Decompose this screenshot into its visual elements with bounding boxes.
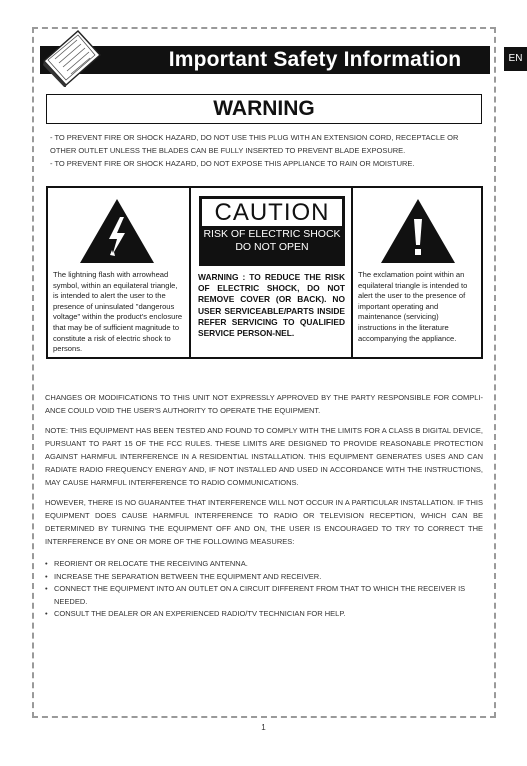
caution-banner <box>199 196 345 266</box>
exclamation-cell <box>353 188 481 357</box>
caution-cell <box>191 188 353 357</box>
caution-subtitle-line: DO NOT OPEN <box>235 241 309 253</box>
list-item-text: CONSULT THE DEALER OR AN EXPERIENCED RADIO/TV TECHNICIAN FOR HELP. <box>54 609 346 619</box>
caution-table <box>46 186 483 359</box>
warning-line: - TO PREVENT FIRE OR SHOCK HAZARD, DO NOT EXPOSE THIS APPLIANCE TO RAIN OR MOISTURE. <box>50 159 415 168</box>
measures-list <box>45 558 483 621</box>
page-title: Important Safety Information <box>168 48 462 71</box>
bullet-mark: • <box>45 609 48 619</box>
list-item <box>45 571 483 584</box>
list-item <box>45 608 483 621</box>
list-item <box>45 583 483 608</box>
warning-lines <box>50 131 482 170</box>
bullet-mark: • <box>45 571 48 581</box>
exclamation-warning-icon <box>379 197 457 265</box>
caution-warning-text: WARNING : TO REDUCE THE RISK OF ELECTRIC SHOCK, DO NOT REMOVE COVER (OR BACK). NO USER SERVICEABLE/PARTS INSIDE REFER SERVICING TO QUALIFIED SERVICE PERSON-NEL. <box>198 272 345 339</box>
caution-subtitle-line: RISK OF ELECTRIC SHOCK <box>203 228 341 240</box>
bullet-mark: • <box>45 584 48 594</box>
manual-book-icon <box>38 27 104 87</box>
warning-heading-box <box>46 94 482 124</box>
list-item-text: INCREASE THE SEPARATION BETWEEN THE EQUIPMENT AND RECEIVER. <box>54 571 322 581</box>
paragraph-interference: HOWEVER, THERE IS NO GUARANTEE THAT INTERFERENCE WILL NOT OCCUR IN A PARTICULAR INSTALLATION. IF THIS EQUIPMENT DOES CAUSE HARMFUL INTERFERENCE TO RADIO OR TELEVISION RECEPTION, WHICH CAN BE DETERMINED BY TURNING THE EQUIPMENT OFF AND ON, THE USER IS ENCOURAGED TO TRY TO CORRECT THE INTERFERENCE BY ONE OR MORE OF THE FOLLOWING MEASURES: <box>45 498 483 546</box>
caution-title: CAUTION <box>202 199 342 226</box>
exclamation-description: The exclamation point within an equilateral triangle is intended to alert the user to the presence of important operating and maintenance (servicing) instructions in the literature accompanying the appliance. <box>358 270 468 343</box>
lightning-description: The lightning flash with arrowhead symbol, within an equilateral triangle, is intended to alert the user to the presence of uninsulated "dangerous voltage" within the product's enclosure that may be of sufficient magnitude to constitute a risk of electric shock to persons. <box>53 270 183 354</box>
lightning-cell <box>48 188 191 357</box>
lightning-warning-icon <box>78 197 156 265</box>
language-tab: EN <box>504 47 527 71</box>
list-item <box>45 558 483 571</box>
paragraph-changes: CHANGES OR MODIFICATIONS TO THIS UNIT NOT EXPRESSLY APPROVED BY THE PARTY RESPONSIBLE FOR COMPLI-ANCE COULD VOID THE USER'S AUTHORITY TO OPERATE THE EQUIPMENT. <box>45 393 483 415</box>
warning-title: WARNING <box>213 97 315 120</box>
caution-subtitle <box>199 228 345 254</box>
warning-line: OTHER OUTLET UNLESS THE BLADES CAN BE FULLY INSERTED TO PREVENT BLADE EXPOSURE. <box>50 146 406 155</box>
page-number: 1 <box>261 723 266 732</box>
header-bar <box>40 46 490 74</box>
paragraph-fcc-note: NOTE: THIS EQUIPMENT HAS BEEN TESTED AND FOUND TO COMPLY WITH THE LIMITS FOR A CLASS B DIGITAL DEVICE, PURSUANT TO PART 15 OF THE FCC RULES. THESE LIMITS ARE DESIGNED TO PROVIDE REASONABLE PROTECTION AGAINST HARMFUL INTERFERENCE IN A RESIDENTIAL INSTALLATION. THIS EQUIPMENT GENERATES USES AND CAN RADIATE RADIO FREQUENCY ENERGY AND, IF NOT INSTALLED AND USED IN ACCORDANCE WITH THE INSTRUCTIONS, MAY CAUSE HARMFUL INTERFERENCE TO RADIO COMMUNICATIONS. <box>45 426 483 487</box>
list-item-text: CONNECT THE EQUIPMENT INTO AN OUTLET ON A CIRCUIT DIFFERENT FROM THAT TO WHICH THE RECEIVER IS NEEDED. <box>54 584 466 606</box>
list-item-text: REORIENT OR RELOCATE THE RECEIVING ANTENNA. <box>54 559 248 568</box>
warning-line: - TO PREVENT FIRE OR SHOCK HAZARD, DO NOT USE THIS PLUG WITH AN EXTENSION CORD, RECEPTACLE OR <box>50 133 459 142</box>
bullet-mark: • <box>45 559 48 568</box>
